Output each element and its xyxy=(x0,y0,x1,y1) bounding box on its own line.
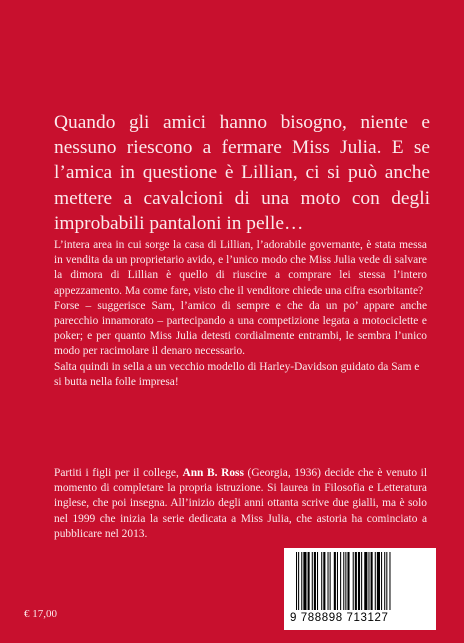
synopsis-paragraph: L’intera area in cui sorge la casa di Lillian, l’adorabile governante, è stata messa in vendita da un proprietario avido, e l’unico modo che Miss Julia vede di salvare la dimora di Lillian è quello di riuscire a comprare lei stessa l’intero appezzamento. Ma come fare, visto che il venditore chiede una cifra esorbitante? xyxy=(54,239,427,297)
barcode-bar xyxy=(361,552,362,610)
barcode-bar xyxy=(323,552,325,610)
barcode-bar xyxy=(355,552,357,610)
price: € 17,00 xyxy=(24,608,57,620)
tagline: Quando gli amici hanno bisogno, niente e nessuno riescono a fermare Miss Julia. E se l’amica in questione è Lillian, ci si può anche mettere a cavalcioni di una moto con degli improbabili pantaloni in pelle… xyxy=(54,112,430,234)
barcode-bar xyxy=(347,552,349,610)
author-bio-text: (Georgia, 1936) decide che è venuto il momento di completare la propria istruzione. Si laurea in Filosofia e Letteratura inglese, che poi insegna. All’inizio degli anni ottanta scrive due gialli, ma è solo nel 1999 che inizia la serie dedicata a Miss Julia, che astoria ha cominciato a pubblicare nel 2013. xyxy=(54,467,428,540)
author-bio-intro: Partiti i figli per il college, xyxy=(54,467,179,479)
barcode-bar xyxy=(321,552,322,610)
barcode-bar xyxy=(298,552,299,610)
barcode-bar xyxy=(368,552,369,610)
barcode-bars xyxy=(294,552,426,612)
barcode-bar xyxy=(364,552,367,610)
barcode-bar xyxy=(296,552,297,610)
barcode-bar xyxy=(340,552,341,610)
isbn-digits: 9 788898 713127 xyxy=(290,612,389,624)
barcode-bar xyxy=(345,552,346,610)
barcode-bar xyxy=(377,552,380,610)
barcode-bar xyxy=(308,552,310,610)
barcode-bar xyxy=(330,552,331,610)
barcode-bar xyxy=(386,552,387,610)
barcode-bar xyxy=(314,552,316,610)
barcode-bar xyxy=(371,552,373,610)
barcode-bar xyxy=(375,552,376,610)
barcode-bar xyxy=(353,552,354,610)
barcode-bar xyxy=(381,552,382,610)
author-name: Ann B. Ross xyxy=(182,467,244,479)
isbn-barcode xyxy=(284,548,436,630)
barcode-bar xyxy=(334,552,336,610)
synopsis-paragraph: Salta quindi in sella a un vecchio modello di Harley-Davidson guidato da Sam e si butta nella folle impresa! xyxy=(54,360,420,388)
barcode-bar xyxy=(328,552,329,610)
author-bio xyxy=(54,466,427,542)
barcode-bar xyxy=(389,552,390,610)
synopsis xyxy=(54,238,427,390)
synopsis-paragraph: Forse – suggerisce Sam, l’amico di sempre e che da un po’ appare anche parecchio innamorato – partecipando a una competizione legata a motociclette e poker; e per quanto Miss Julia detesti cordialmente entrambi, le sembra l’unico modo per racimolare il denaro necessario. xyxy=(54,299,427,358)
barcode-bar xyxy=(384,552,385,610)
barcode-bar xyxy=(303,552,306,610)
barcode-bar xyxy=(301,552,302,610)
barcode-bar xyxy=(343,552,344,610)
barcode-bar xyxy=(358,552,360,610)
barcode-bar xyxy=(312,552,313,610)
barcode-bar xyxy=(317,552,318,610)
barcode-bar xyxy=(337,552,338,610)
